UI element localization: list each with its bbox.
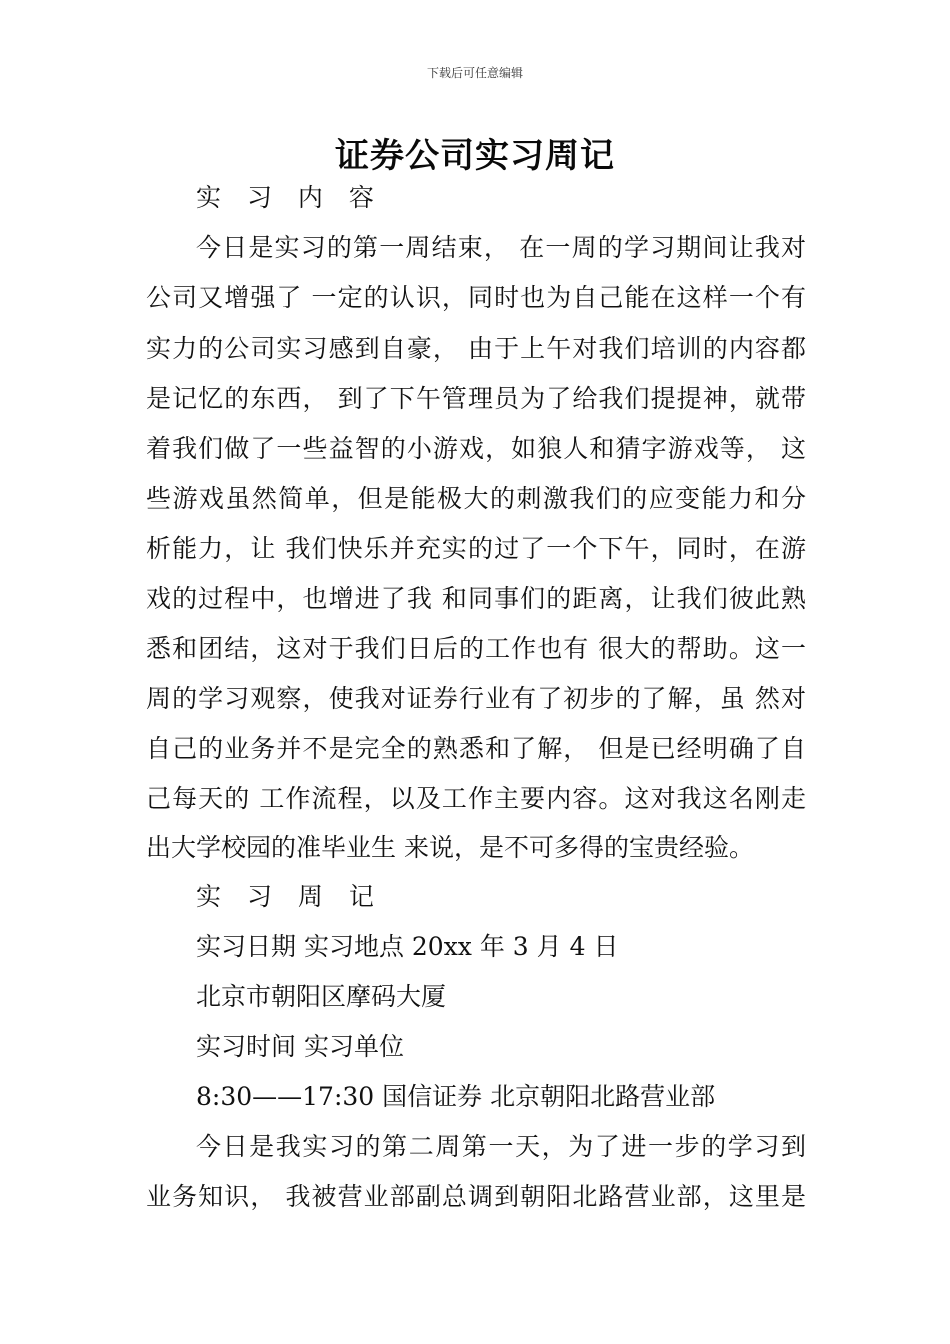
paragraph-line: 己每天的 工作流程，以及工作主要内容。这对我这名刚走: [146, 784, 806, 813]
paragraph-line: 戏的过程中，也增进了我 和同事们的距离，让我们彼此熟: [146, 584, 806, 613]
paragraph-line: 实力的公司实习感到自豪， 由于上午对我们培训的内容都: [146, 334, 806, 363]
paragraph-line: 析能力，让 我们快乐并充实的过了一个下午，同时，在游: [146, 534, 806, 563]
page-header-note: 下载后可任意编辑: [426, 66, 523, 80]
paragraph-line: 业务知识， 我被营业部副总调到朝阳北路营业部，这里是: [146, 1182, 806, 1211]
paragraph-line: 出大学校园的准毕业生 来说，是不可多得的宝贵经验。: [146, 833, 754, 862]
paragraph-line: 今日是实习的第一周结束， 在一周的学习期间让我对: [196, 233, 806, 262]
paragraph-line: 着我们做了一些益智的小游戏，如狼人和猜字游戏等， 这: [146, 434, 806, 463]
section-heading-journal: 实 习 周 记: [196, 882, 383, 911]
paragraph-line: 悉和团结，这对于我们日后的工作也有 很大的帮助。这一: [146, 634, 806, 663]
document-title: 证券公司实习周记: [335, 136, 615, 176]
section-heading-content: 实 习 内 容: [196, 183, 383, 212]
paragraph-line: 是记忆的东西， 到了下午管理员为了给我们提提神，就带: [146, 384, 806, 413]
info-line-address: 北京市朝阳区摩码大厦: [196, 982, 447, 1011]
info-line-date-location: 实习日期 实习地点 20xx 年 3 月 4 日: [196, 932, 619, 961]
paragraph-line: 些游戏虽然简单，但是能极大的刺激我们的应变能力和分: [146, 484, 806, 513]
info-line-time-unit-value: 8:30——17:30 国信证券 北京朝阳北路营业部: [196, 1082, 716, 1111]
paragraph-line: 公司又增强了 一定的认识，同时也为自己能在这样一个有: [146, 283, 806, 312]
paragraph-line: 今日是我实习的第二周第一天，为了进一步的学习到: [196, 1132, 806, 1161]
paragraph-line: 自己的业务并不是完全的熟悉和了解， 但是已经明确了自: [146, 734, 806, 763]
paragraph-line: 周的学习观察，使我对证券行业有了初步的了解，虽 然对: [146, 684, 806, 713]
info-line-time-unit-label: 实习时间 实习单位: [196, 1032, 404, 1061]
